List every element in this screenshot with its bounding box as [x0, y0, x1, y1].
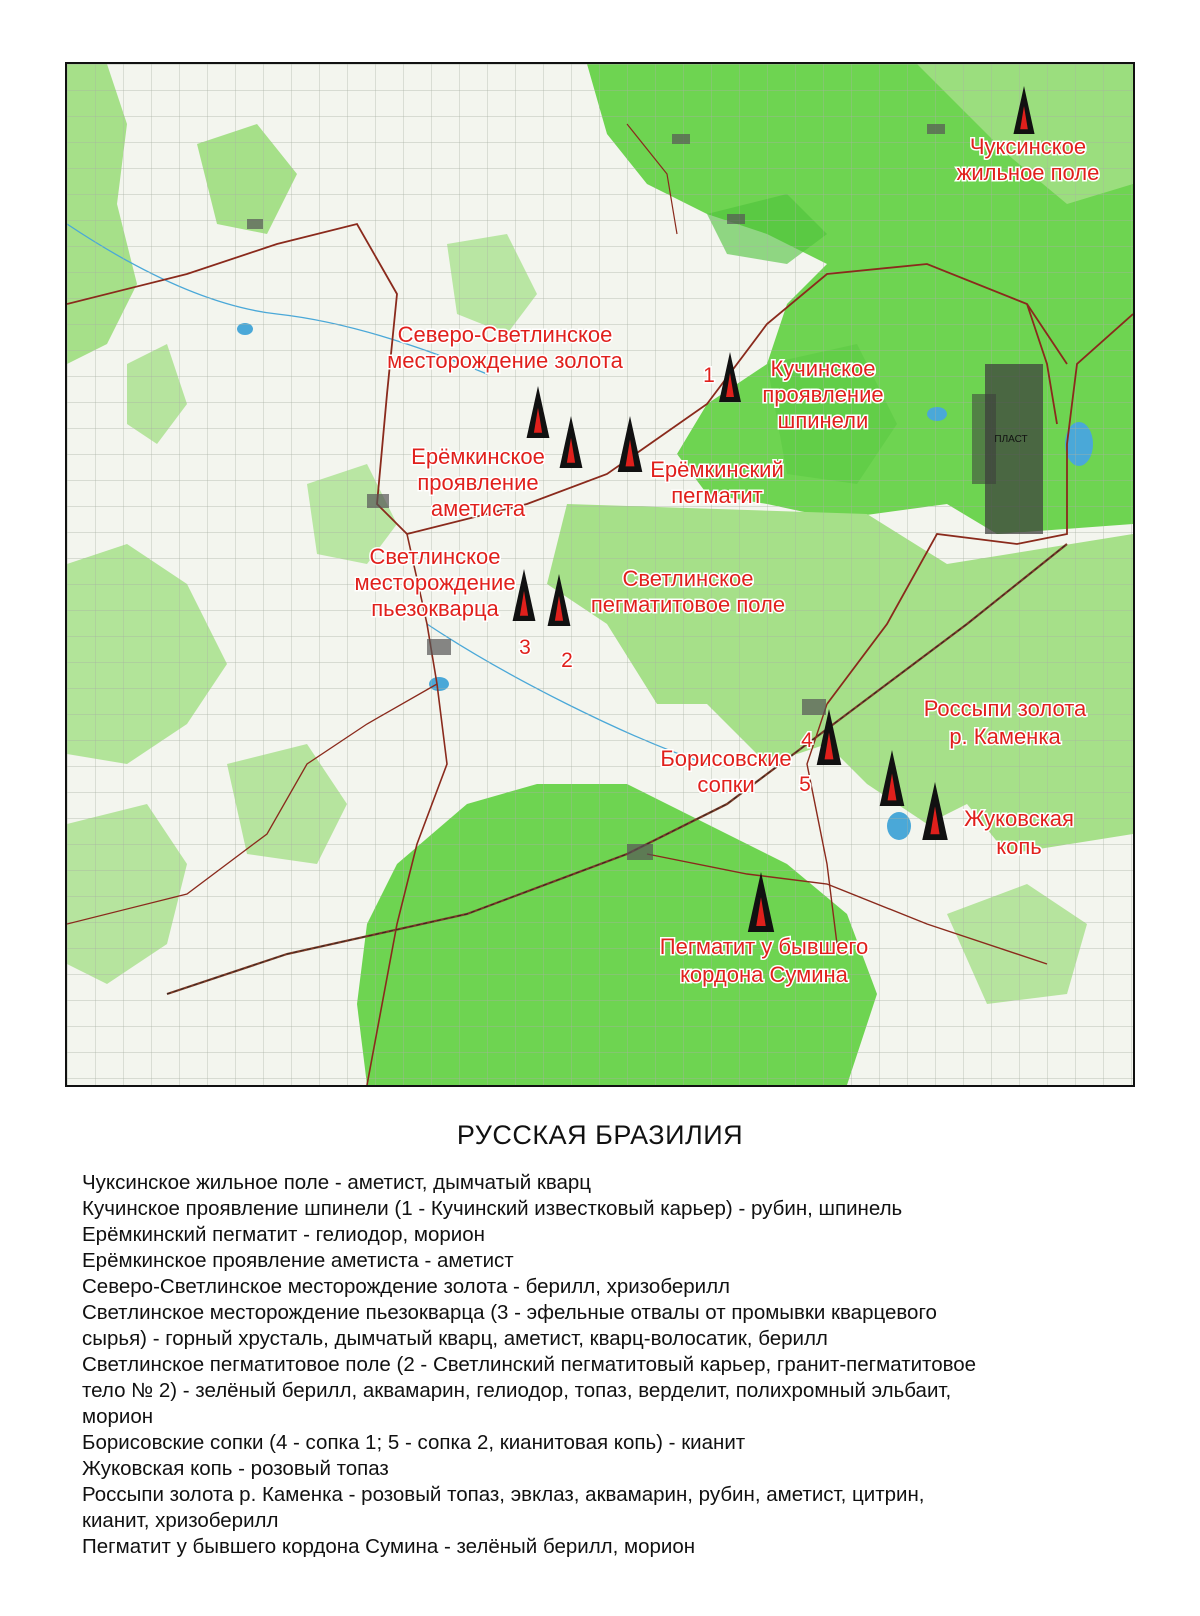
deposit-label-line: р. Каменка	[949, 724, 1061, 749]
map-canvas	[67, 64, 1133, 1085]
legend-line: тело № 2) - зелёный берилл, аквамарин, гелиодор, топаз, верделит, полихромный эльбаит,	[82, 1379, 952, 1402]
deposit-label-line: Ерёмкинский	[650, 457, 784, 482]
deposit-label-line: кордона Сумина	[680, 962, 848, 987]
topographic-map	[65, 62, 1135, 1087]
legend-line: Россыпи золота р. Каменка - розовый топаз, эвклаз, аквамарин, рубин, аметист, цитрин,	[82, 1483, 925, 1506]
deposit-label-chuksinskoe	[957, 134, 1100, 185]
legend-line: Светлинское пегматитовое поле (2 - Светлинский пегматитовый карьер, гранит-пегматитовое	[82, 1353, 977, 1376]
deposit-label-line: месторождение золота	[387, 348, 623, 373]
deposit-label-line: Жуковская	[964, 806, 1074, 831]
deposit-label-line: шпинели	[777, 408, 869, 433]
deposit-label-line: Пегматит у бывшего	[659, 934, 869, 959]
site-number-1: 1	[703, 364, 715, 387]
legend-line: Светлинское месторождение пьезокварца (3 - эфельные отвалы от промывки кварцевого	[82, 1301, 937, 1324]
legend-line: Жуковская копь - розовый топаз	[82, 1457, 389, 1480]
legend-line: Ерёмкинский пегматит - гелиодор, морион	[82, 1223, 485, 1246]
deposit-label-line: проявление	[417, 470, 539, 495]
town-label-plast: ПЛАСТ	[994, 434, 1028, 445]
deposit-label-line: проявление	[762, 382, 884, 407]
legend-line: Чуксинское жильное поле - аметист, дымчатый кварц	[82, 1171, 592, 1194]
deposit-label-line: жильное поле	[956, 160, 1100, 185]
deposit-label-line: копь	[996, 834, 1042, 859]
deposit-label-line: Ерёмкинское	[411, 444, 545, 469]
deposit-label-line: Чуксинское	[969, 134, 1087, 159]
deposit-label-severo-svetlinskoe	[387, 322, 623, 373]
deposit-label-line: Борисовские	[660, 746, 792, 771]
site-number-3: 3	[519, 636, 531, 659]
deposit-label-eremkinskoe-proyavlenie	[411, 444, 545, 521]
deposit-label-line: пегматитовое поле	[590, 592, 786, 617]
legend-line: морион	[82, 1405, 154, 1428]
site-number-2: 2	[561, 649, 573, 672]
deposit-label-line: месторождение	[354, 570, 516, 595]
site-number-5: 5	[799, 773, 811, 796]
legend-line: Кучинское проявление шпинели (1 - Кучинский известковый карьер) - рубин, шпинель	[82, 1197, 903, 1220]
legend-line: Борисовские сопки (4 - сопка 1; 5 - сопка 2, кианитовая копь) - кианит	[82, 1431, 746, 1454]
deposit-label-line: аметиста	[430, 496, 526, 521]
site-number-4: 4	[801, 729, 813, 752]
deposit-label-line: Светлинское	[622, 566, 754, 591]
deposit-label-line: Северо-Светлинское	[397, 322, 613, 347]
coordinate-grid	[67, 64, 1133, 1085]
legend-line: Ерёмкинское проявление аметиста - аметист	[82, 1249, 514, 1272]
deposit-label-line: Кучинское	[770, 356, 876, 381]
deposit-label-line: пьезокварца	[371, 596, 499, 621]
legend-title: РУССКАЯ БРАЗИЛИЯ	[456, 1120, 744, 1150]
deposit-label-line: пегматит	[671, 483, 763, 508]
legend-line: Пегматит у бывшего кордона Сумина - зелёный берилл, морион	[82, 1535, 696, 1558]
deposit-label-line: сопки	[697, 772, 755, 797]
legend-list	[82, 1170, 1172, 1560]
deposit-label-line: Светлинское	[369, 544, 501, 569]
deposit-label-kuchinskoe	[762, 356, 883, 433]
legend-line: сырья) - горный хрусталь, дымчатый кварц, аметист, кварц-волосатик, берилл	[82, 1327, 828, 1350]
legend-line: Северо-Светлинское месторождение золота - берилл, хризоберилл	[82, 1275, 731, 1298]
legend-line: кианит, хризоберилл	[82, 1509, 279, 1532]
deposit-label-line: Россыпи золота	[923, 696, 1087, 721]
deposit-label-svetlinskoe-mestorozhdenie	[354, 544, 515, 621]
